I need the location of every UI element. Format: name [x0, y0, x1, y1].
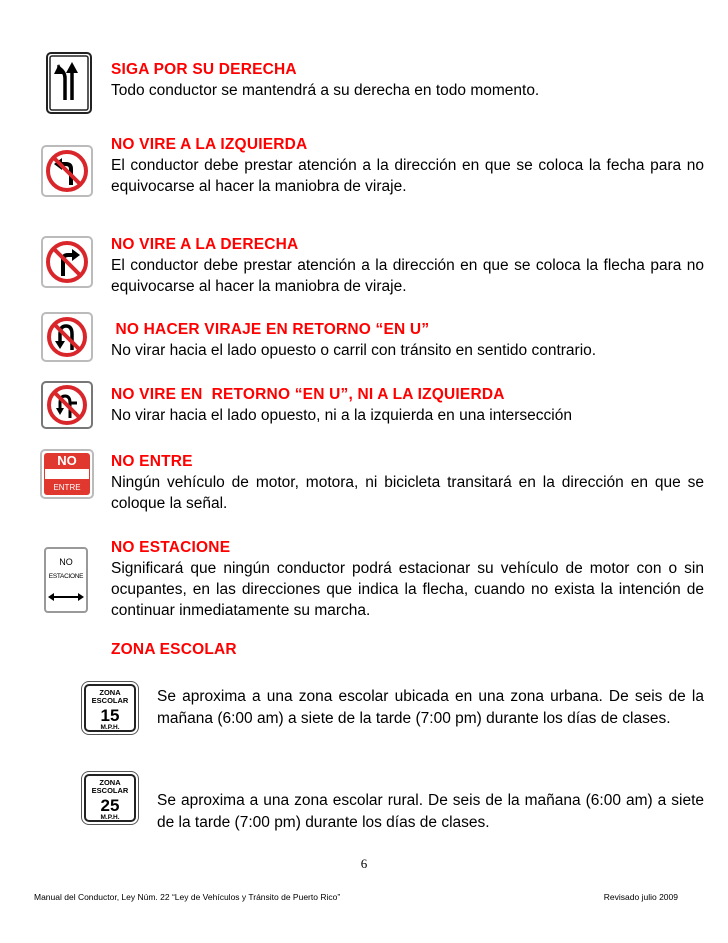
entry-title: NO HACER VIRAJE EN RETORNO “EN U”	[111, 321, 430, 338]
entry-no-left-turn	[111, 135, 704, 197]
zone-sign-line2: ESCOLAR	[91, 696, 129, 705]
no-u-turn-sign-icon	[41, 312, 93, 362]
school-zone-urban-desc: Se aproxima a una zona escolar ubicada en una zona urbana. De seis de la mañana (6:00 am) a siete de la tarde (7:00 pm) durante los días de clases.	[157, 688, 704, 727]
school-zone-25-sign-icon	[84, 774, 136, 822]
school-zone-15-sign-icon	[84, 684, 136, 732]
entry-desc: No virar hacia el lado opuesto, ni a la izquierda en una intersección	[111, 407, 572, 424]
footer-right: Revisado julio 2009	[603, 892, 678, 902]
sign-no-text: NO	[57, 453, 77, 468]
zone-sign-line1: ZONA	[99, 778, 121, 787]
school-zone-rural-desc: Se aproxima a una zona escolar rural. De seis de la mañana (6:00 am) a siete de la tarde (7:00 pm) durante los días de clases.	[157, 792, 704, 831]
no-left-turn-sign-icon	[41, 145, 93, 197]
sign-no-parking-estacione: ESTACIONE	[48, 573, 84, 580]
page-number: 6	[360, 856, 368, 871]
zone-sign-speed: 25	[100, 796, 120, 815]
entry-desc: El conductor debe prestar atención a la dirección en que se coloca la fecha para no equivocarse al hacer la maniobra de viraje.	[111, 157, 704, 195]
entry-title: NO VIRE A LA DERECHA	[111, 236, 299, 253]
entry-title: NO VIRE A LA IZQUIERDA	[111, 136, 308, 153]
footer-left: Manual del Conductor, Ley Núm. 22 “Ley de Vehículos y Tránsito de Puerto Rico”	[34, 892, 341, 902]
zone-sign-speed: 15	[100, 706, 120, 725]
entry-no-parking	[111, 538, 704, 621]
entry-no-u-turn-no-left	[111, 385, 704, 426]
sign-no-parking-no: NO	[59, 557, 73, 567]
entry-desc: Ningún vehículo de motor, motora, ni bicicleta transitará en la dirección en que se coloque la señal.	[111, 474, 704, 512]
do-not-enter-sign-icon	[40, 449, 94, 499]
entry-desc: El conductor debe prestar atención a la dirección en que se coloca la flecha para no equivocarse al hacer la maniobra de viraje.	[111, 257, 704, 295]
zone-sign-line2: ESCOLAR	[91, 786, 129, 795]
sign-entre-text: ENTRE	[53, 483, 81, 492]
no-right-turn-sign-icon	[41, 236, 93, 288]
entry-desc: Todo conductor se mantendrá a su derecha en todo momento.	[111, 82, 540, 99]
entry-desc: No virar hacia el lado opuesto o carril con tránsito en sentido contrario.	[111, 342, 597, 359]
zone-sign-unit: M.P.H.	[100, 724, 120, 731]
no-parking-sign-icon	[44, 547, 88, 613]
entry-title: NO ESTACIONE	[111, 539, 231, 556]
entry-keep-right	[111, 60, 704, 101]
entry-title: SIGA POR SU DERECHA	[111, 61, 297, 78]
zone-sign-line1: ZONA	[99, 688, 121, 697]
entry-no-right-turn	[111, 235, 704, 297]
no-u-turn-no-left-sign-icon	[41, 381, 93, 429]
entry-do-not-enter	[111, 452, 704, 514]
entry-title: NO VIRE EN RETORNO “EN U”, NI A LA IZQUIERDA	[111, 386, 505, 403]
entry-desc: Significará que ningún conductor podrá estacionar su vehículo de motor con o sin ocupantes, en las direcciones que indica la flecha, cuando no exista la intención de continuar inmediatamente su marcha.	[111, 560, 704, 619]
entry-no-u-turn	[111, 320, 704, 361]
school-zone-title: ZONA ESCOLAR	[111, 641, 237, 658]
keep-right-sign-icon	[46, 52, 92, 114]
zone-sign-unit: M.P.H.	[100, 814, 120, 821]
entry-title: NO ENTRE	[111, 453, 193, 470]
